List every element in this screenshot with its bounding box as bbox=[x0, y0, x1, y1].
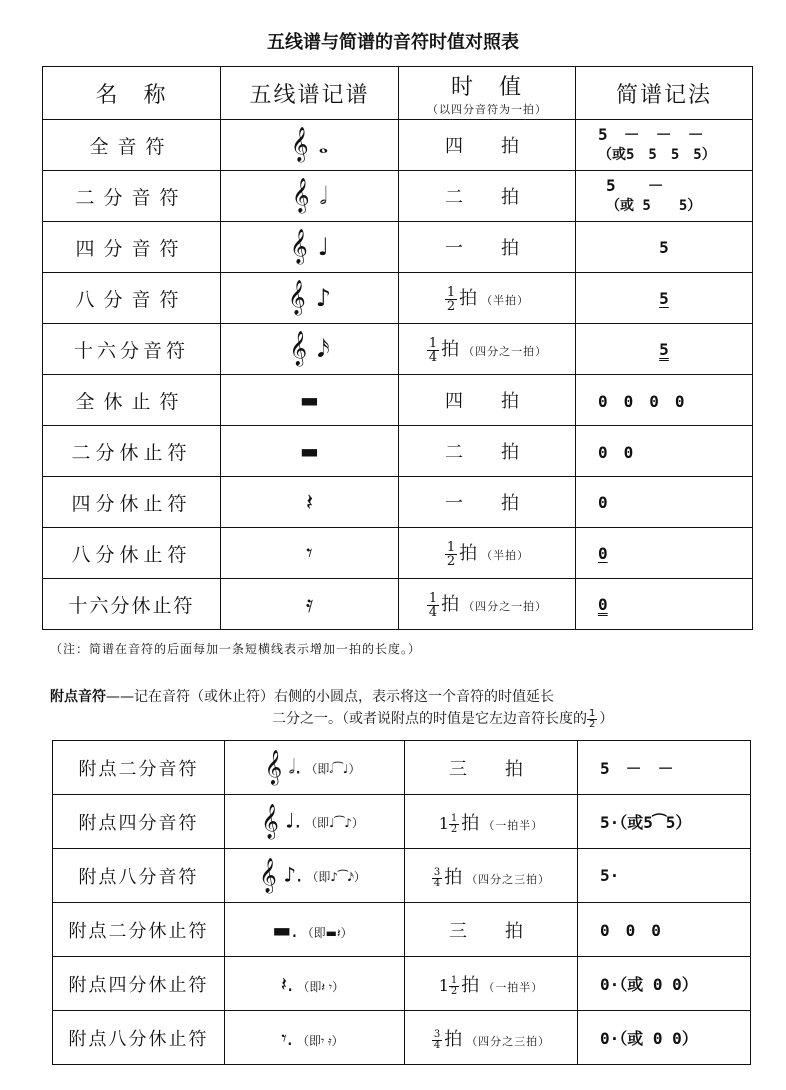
fraction-numerator: 1 bbox=[450, 974, 458, 986]
treble-clef-icon: 𝄞 bbox=[261, 803, 279, 839]
treble-clef-icon: 𝄞 bbox=[291, 178, 310, 213]
staff-cell bbox=[225, 903, 405, 957]
duration-cell bbox=[399, 579, 576, 630]
jianpu-value: 0·（或 0 0） bbox=[578, 957, 751, 1011]
staff-cell bbox=[221, 171, 399, 222]
fraction bbox=[587, 709, 597, 730]
fraction bbox=[449, 976, 459, 997]
fraction-denominator: 4 bbox=[428, 349, 438, 365]
duration-unit: 拍 bbox=[441, 593, 460, 615]
duration-note: （四分之三拍） bbox=[466, 1034, 551, 1048]
duration-whole: 1 bbox=[438, 975, 449, 995]
treble-clef-icon: 𝄞 bbox=[290, 127, 309, 162]
jianpu-line: 5 － － － bbox=[598, 125, 704, 144]
duration-note: （半拍） bbox=[481, 293, 530, 307]
explanation-text-1: ——记在音符（或休止符）右侧的小圆点，表示将这一个音符的时值延长 bbox=[106, 689, 554, 705]
fraction-numerator: 3 bbox=[433, 866, 441, 878]
sixteenth-note-icon: 𝅘𝅥𝅯 bbox=[317, 335, 330, 363]
jianpu-line-alt: （或 5 5） bbox=[606, 198, 702, 214]
fraction-numerator: 3 bbox=[433, 1028, 441, 1040]
staff-cell bbox=[221, 273, 399, 324]
fraction-numerator: 1 bbox=[589, 707, 596, 719]
fraction-denominator: 2 bbox=[450, 823, 458, 835]
header-jianpu: 简谱记法 bbox=[576, 67, 753, 120]
jianpu-value: 0·（或 0 0） bbox=[578, 1011, 751, 1065]
fraction bbox=[427, 592, 439, 619]
explanation-line-2 bbox=[50, 708, 750, 730]
note-name: 全音符 bbox=[43, 120, 221, 171]
note-name: 二分音符 bbox=[43, 171, 221, 222]
whole-rest-icon: ▬ bbox=[221, 375, 399, 426]
staff-equivalent: （即♪⁀𝅘𝅥𝅯） bbox=[306, 870, 366, 884]
duration-value: 四 拍 bbox=[399, 120, 576, 171]
quarter-rest-icon: 𝄽 bbox=[221, 477, 399, 528]
table-row bbox=[43, 528, 753, 579]
staff-equivalent: （即▬𝄽） bbox=[301, 925, 353, 940]
dotted-note-explanation bbox=[50, 686, 750, 730]
table-row bbox=[43, 477, 753, 528]
jianpu-value: 0 0 0 bbox=[578, 903, 751, 957]
header-name: 名 称 bbox=[43, 67, 221, 120]
treble-clef-icon: 𝄞 bbox=[289, 331, 308, 366]
note-name: 四分休止符 bbox=[43, 477, 221, 528]
fraction bbox=[445, 541, 457, 568]
table-row bbox=[43, 273, 753, 324]
jianpu-cell bbox=[576, 171, 753, 222]
duration-unit: 拍 bbox=[444, 1028, 463, 1050]
fraction-denominator: 2 bbox=[450, 985, 458, 997]
duration-value: 三 拍 bbox=[405, 741, 578, 795]
table-row bbox=[53, 903, 751, 957]
note-name: 附点八分休止符 bbox=[53, 1011, 225, 1065]
header-duration-note: （以四分音符为一拍） bbox=[427, 102, 547, 116]
duration-note: （四分之三拍） bbox=[466, 872, 551, 886]
duration-cell bbox=[399, 324, 576, 375]
jianpu-line: 5 － bbox=[606, 176, 664, 195]
fraction-denominator: 4 bbox=[428, 604, 438, 620]
duration-note: （一拍半） bbox=[483, 980, 544, 994]
dotted-eighth-note-icon: ♪. bbox=[283, 862, 303, 886]
dotted-quarter-rest-icon: 𝄽. bbox=[280, 971, 294, 996]
jianpu-cell bbox=[576, 579, 753, 630]
staff-cell bbox=[221, 222, 399, 273]
staff-cell bbox=[225, 849, 405, 903]
duration-unit: 拍 bbox=[459, 287, 478, 309]
staff-equivalent: （即𝄾 𝄿） bbox=[297, 1033, 344, 1048]
jianpu-value: 0 bbox=[598, 594, 608, 614]
table-row bbox=[43, 324, 753, 375]
note-name: 四分音符 bbox=[43, 222, 221, 273]
jianpu-value: 5 bbox=[659, 339, 669, 359]
fraction-numerator: 1 bbox=[446, 539, 456, 555]
duration-whole: 1 bbox=[438, 813, 449, 833]
table-row bbox=[43, 375, 753, 426]
duration-value: 二 拍 bbox=[399, 426, 576, 477]
jianpu-value: 0 bbox=[576, 477, 753, 528]
note-name: 附点四分音符 bbox=[53, 795, 225, 849]
duration-note: （四分之一拍） bbox=[463, 344, 548, 358]
duration-cell bbox=[405, 795, 578, 849]
eighth-rest-icon: 𝄾 bbox=[221, 528, 399, 579]
fraction bbox=[432, 1030, 442, 1051]
table-row bbox=[43, 426, 753, 477]
note-name: 十六分休止符 bbox=[43, 579, 221, 630]
table-row bbox=[53, 957, 751, 1011]
duration-value: 三 拍 bbox=[405, 903, 578, 957]
jianpu-cell bbox=[576, 324, 753, 375]
table-row bbox=[53, 1011, 751, 1065]
duration-value: 四 拍 bbox=[399, 375, 576, 426]
staff-equivalent: （即𝅗𝅥⁀♩） bbox=[305, 762, 361, 776]
explanation-text-end: ） bbox=[599, 711, 614, 727]
duration-note: （四分之一拍） bbox=[463, 599, 548, 613]
duration-unit: 拍 bbox=[441, 338, 460, 360]
staff-equivalent: （即𝄽 𝄾） bbox=[297, 979, 345, 994]
note-duration-table bbox=[42, 66, 753, 630]
dotted-note-table bbox=[52, 740, 751, 1065]
duration-cell bbox=[405, 957, 578, 1011]
jianpu-value: 0 bbox=[598, 543, 608, 563]
footnote: （注：简谱在音符的后面每加一条短横线表示增加一拍的长度。） bbox=[50, 642, 422, 656]
duration-unit: 拍 bbox=[461, 812, 480, 834]
sixteenth-rest-icon: 𝄿 bbox=[221, 579, 399, 630]
staff-cell bbox=[225, 795, 405, 849]
fraction-denominator: 4 bbox=[433, 1039, 441, 1051]
fraction bbox=[449, 814, 459, 835]
note-name: 八分休止符 bbox=[43, 528, 221, 579]
note-name: 二分休止符 bbox=[43, 426, 221, 477]
duration-value: 一 拍 bbox=[399, 222, 576, 273]
fraction bbox=[445, 286, 457, 313]
jianpu-value: 5 － － bbox=[578, 741, 751, 795]
jianpu-cell bbox=[576, 528, 753, 579]
fraction-denominator: 2 bbox=[589, 718, 596, 730]
header-duration bbox=[399, 67, 576, 120]
header-staff: 五线谱记谱 bbox=[221, 67, 399, 120]
page-title: 五线谱与简谱的音符时值对照表 bbox=[267, 32, 519, 53]
duration-note: （半拍） bbox=[481, 548, 530, 562]
fraction-denominator: 2 bbox=[446, 298, 456, 314]
fraction-numerator: 1 bbox=[446, 284, 456, 300]
treble-clef-icon: 𝄞 bbox=[287, 280, 306, 315]
dotted-note-term: 附点音符 bbox=[50, 689, 106, 705]
half-note-icon: 𝅗𝅥 bbox=[319, 182, 328, 210]
duration-value: 一 拍 bbox=[399, 477, 576, 528]
staff-cell bbox=[221, 324, 399, 375]
fraction-numerator: 1 bbox=[428, 590, 438, 606]
duration-cell bbox=[405, 1011, 578, 1065]
table-row bbox=[43, 579, 753, 630]
header-duration-label: 时 值 bbox=[450, 74, 523, 100]
eighth-note-icon: ♪ bbox=[315, 284, 332, 312]
fraction-denominator: 2 bbox=[446, 553, 456, 569]
dotted-quarter-note-icon: ♩. bbox=[285, 808, 301, 832]
note-name: 十六分音符 bbox=[43, 324, 221, 375]
staff-cell bbox=[225, 741, 405, 795]
duration-unit: 拍 bbox=[459, 542, 478, 564]
duration-cell bbox=[405, 849, 578, 903]
jianpu-value: 5 bbox=[576, 222, 753, 273]
fraction bbox=[427, 337, 439, 364]
note-name: 附点八分音符 bbox=[53, 849, 225, 903]
jianpu-value: 5·（或5⁀5） bbox=[578, 795, 751, 849]
duration-value: 二 拍 bbox=[399, 171, 576, 222]
quarter-note-icon: ♩ bbox=[317, 233, 330, 261]
jianpu-cell bbox=[576, 120, 753, 171]
note-name: 全休止符 bbox=[43, 375, 221, 426]
jianpu-value: 5 bbox=[659, 288, 669, 308]
jianpu-value: 0 0 bbox=[576, 426, 753, 477]
table-row bbox=[43, 120, 753, 171]
duration-cell bbox=[399, 273, 576, 324]
staff-cell bbox=[225, 957, 405, 1011]
table-row bbox=[53, 741, 751, 795]
note-name: 附点二分休止符 bbox=[53, 903, 225, 957]
table-row bbox=[53, 849, 751, 903]
table-row bbox=[43, 171, 753, 222]
jianpu-line-alt: （或5 5 5 5） bbox=[598, 147, 716, 163]
fraction bbox=[432, 868, 442, 889]
jianpu-value: 0 0 0 0 bbox=[576, 375, 753, 426]
fraction-numerator: 1 bbox=[450, 812, 458, 824]
treble-clef-icon: 𝄞 bbox=[289, 229, 308, 264]
fraction-denominator: 4 bbox=[433, 877, 441, 889]
table-row bbox=[53, 795, 751, 849]
fraction-numerator: 1 bbox=[428, 335, 438, 351]
treble-clef-icon: 𝄞 bbox=[264, 749, 283, 785]
duration-note: （一拍半） bbox=[483, 818, 544, 832]
half-rest-icon: ▬ bbox=[221, 426, 399, 477]
dotted-half-note-icon: 𝅗𝅥. bbox=[288, 754, 302, 778]
note-name: 附点二分音符 bbox=[53, 741, 225, 795]
jianpu-cell bbox=[576, 273, 753, 324]
note-name: 附点四分休止符 bbox=[53, 957, 225, 1011]
staff-cell bbox=[225, 1011, 405, 1065]
note-name: 八分音符 bbox=[43, 273, 221, 324]
staff-equivalent: （即♩⁀♪） bbox=[304, 816, 364, 830]
explanation-text-2: 二分之一。（或者说附点的时值是它左边音符长度的 bbox=[272, 711, 587, 727]
table-row bbox=[43, 222, 753, 273]
treble-clef-icon: 𝄞 bbox=[259, 857, 277, 893]
whole-note-icon: 𝅝 bbox=[318, 131, 329, 159]
duration-unit: 拍 bbox=[461, 974, 480, 996]
staff-cell bbox=[221, 120, 399, 171]
dotted-half-rest-icon: ▬. bbox=[272, 917, 298, 942]
dotted-eighth-rest-icon: 𝄾. bbox=[281, 1025, 293, 1050]
jianpu-value: 5· bbox=[578, 849, 751, 903]
explanation-line-1 bbox=[50, 686, 750, 708]
duration-unit: 拍 bbox=[444, 866, 463, 888]
table-header-row bbox=[43, 67, 753, 120]
duration-cell bbox=[399, 528, 576, 579]
